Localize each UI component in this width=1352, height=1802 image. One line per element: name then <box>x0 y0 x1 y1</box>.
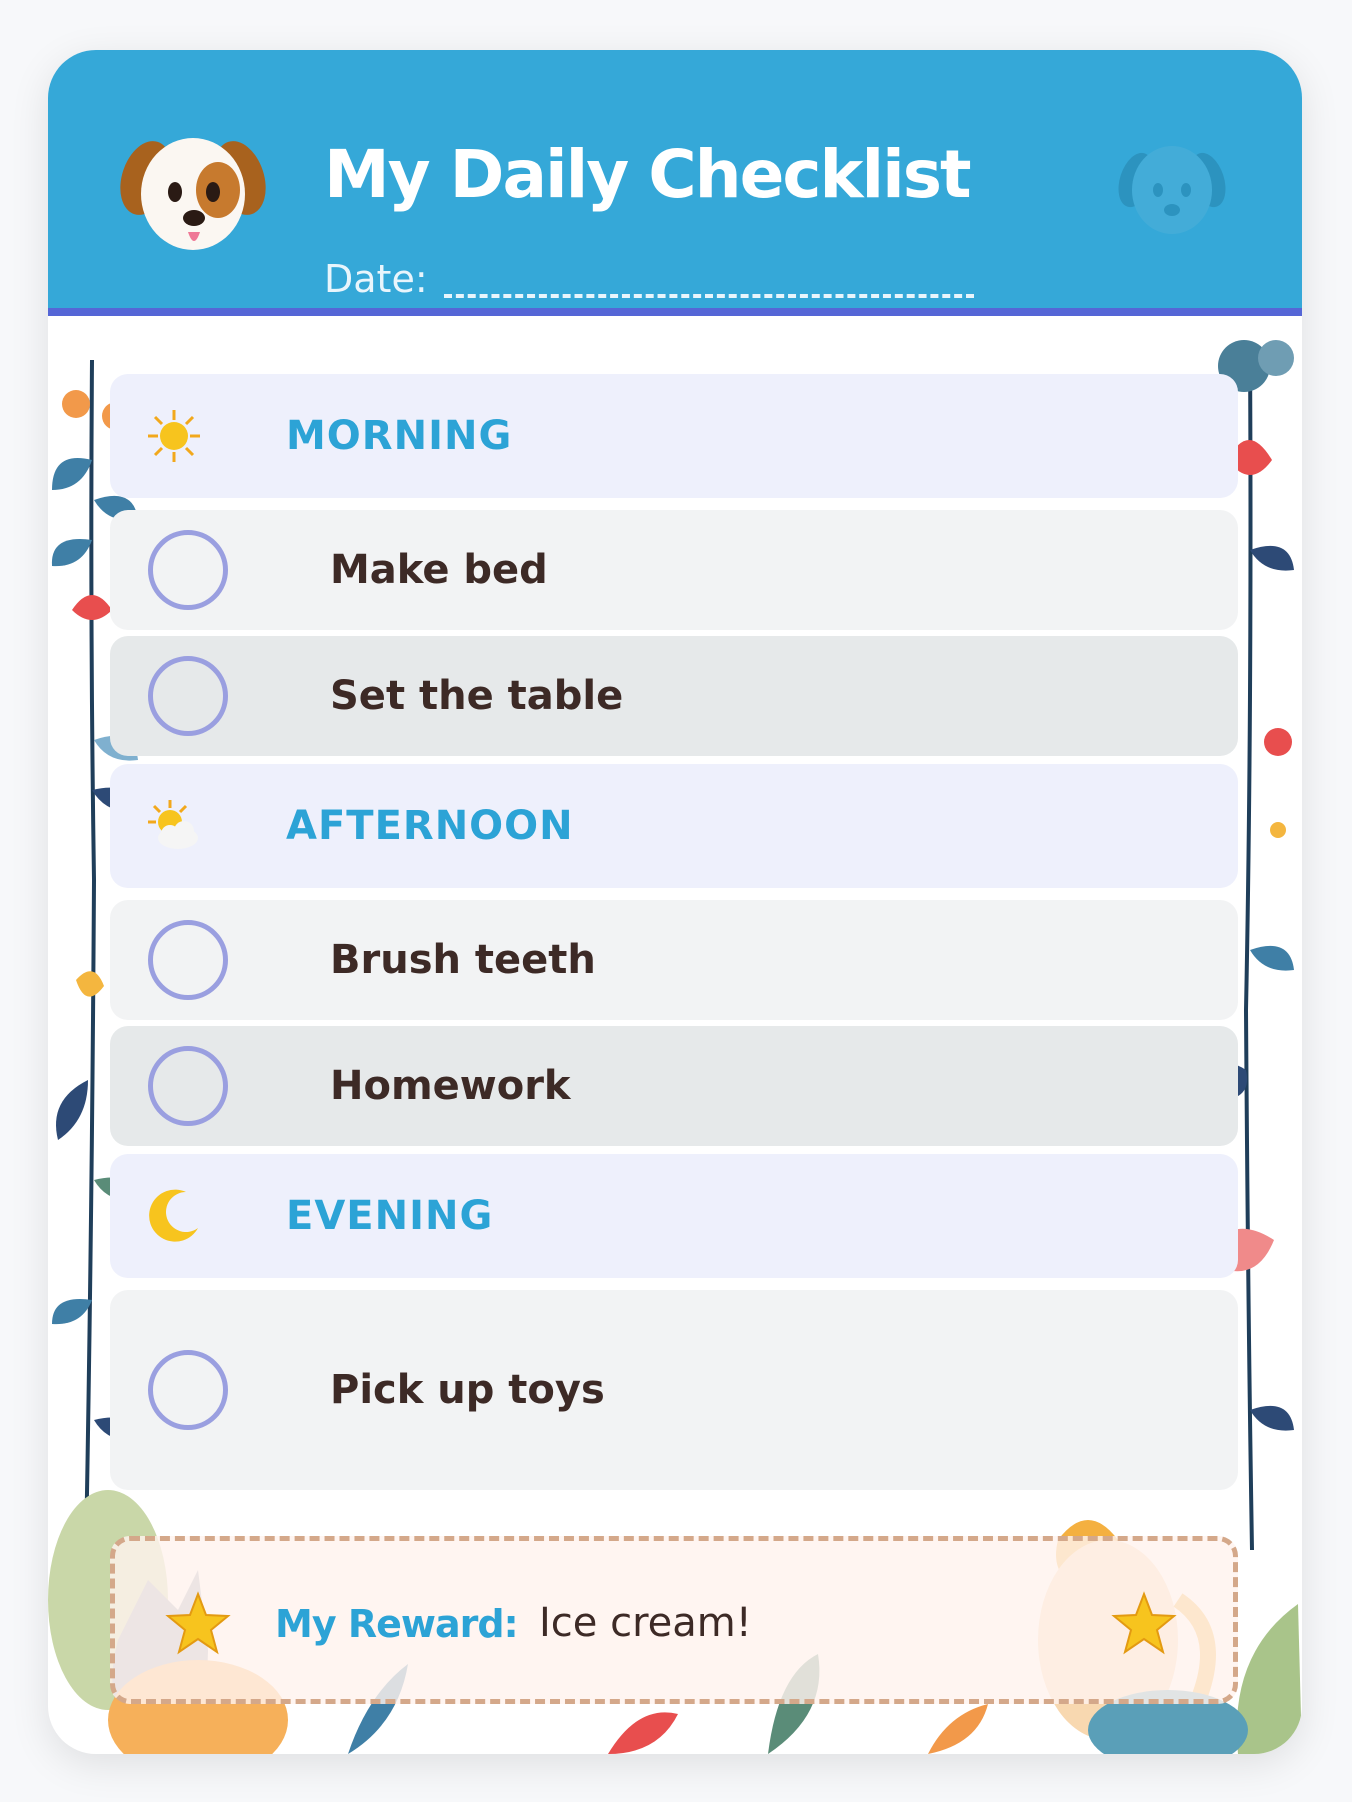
puppy-face-icon <box>118 116 268 266</box>
page-title: My Daily Checklist <box>324 136 970 213</box>
task-checkbox[interactable] <box>148 656 228 736</box>
reward-label: My Reward: <box>275 1602 518 1646</box>
task-row-brush-teeth[interactable] <box>110 900 1238 1020</box>
task-checkbox[interactable] <box>148 530 228 610</box>
task-label: Brush teeth <box>330 937 596 983</box>
puppy-watermark-icon <box>1116 134 1228 244</box>
sun-behind-cloud-icon <box>146 798 202 854</box>
task-row-make-bed[interactable] <box>110 510 1238 630</box>
reward-box <box>110 1536 1238 1704</box>
header <box>48 50 1302 316</box>
section-morning-header <box>110 374 1238 498</box>
star-icon <box>1111 1591 1177 1657</box>
section-evening-header <box>110 1154 1238 1278</box>
date-input-line[interactable] <box>444 294 974 298</box>
task-checkbox[interactable] <box>148 1350 228 1430</box>
task-label: Pick up toys <box>330 1367 605 1413</box>
sun-icon <box>146 408 202 464</box>
task-label: Set the table <box>330 673 624 719</box>
task-row-pick-up-toys[interactable] <box>110 1290 1238 1490</box>
task-label: Homework <box>330 1063 571 1109</box>
task-label: Make bed <box>330 547 548 593</box>
section-evening-label: EVENING <box>286 1193 494 1239</box>
task-row-set-the-table[interactable] <box>110 636 1238 756</box>
task-checkbox[interactable] <box>148 920 228 1000</box>
section-afternoon-header <box>110 764 1238 888</box>
section-afternoon-label: AFTERNOON <box>286 803 574 849</box>
date-label: Date: <box>324 257 428 301</box>
star-icon <box>165 1591 231 1657</box>
task-checkbox[interactable] <box>148 1046 228 1126</box>
crescent-moon-icon <box>146 1188 202 1244</box>
section-morning-label: MORNING <box>286 413 513 459</box>
task-row-homework[interactable] <box>110 1026 1238 1146</box>
checklist-card <box>48 50 1302 1754</box>
reward-value[interactable]: Ice cream! <box>539 1600 752 1646</box>
